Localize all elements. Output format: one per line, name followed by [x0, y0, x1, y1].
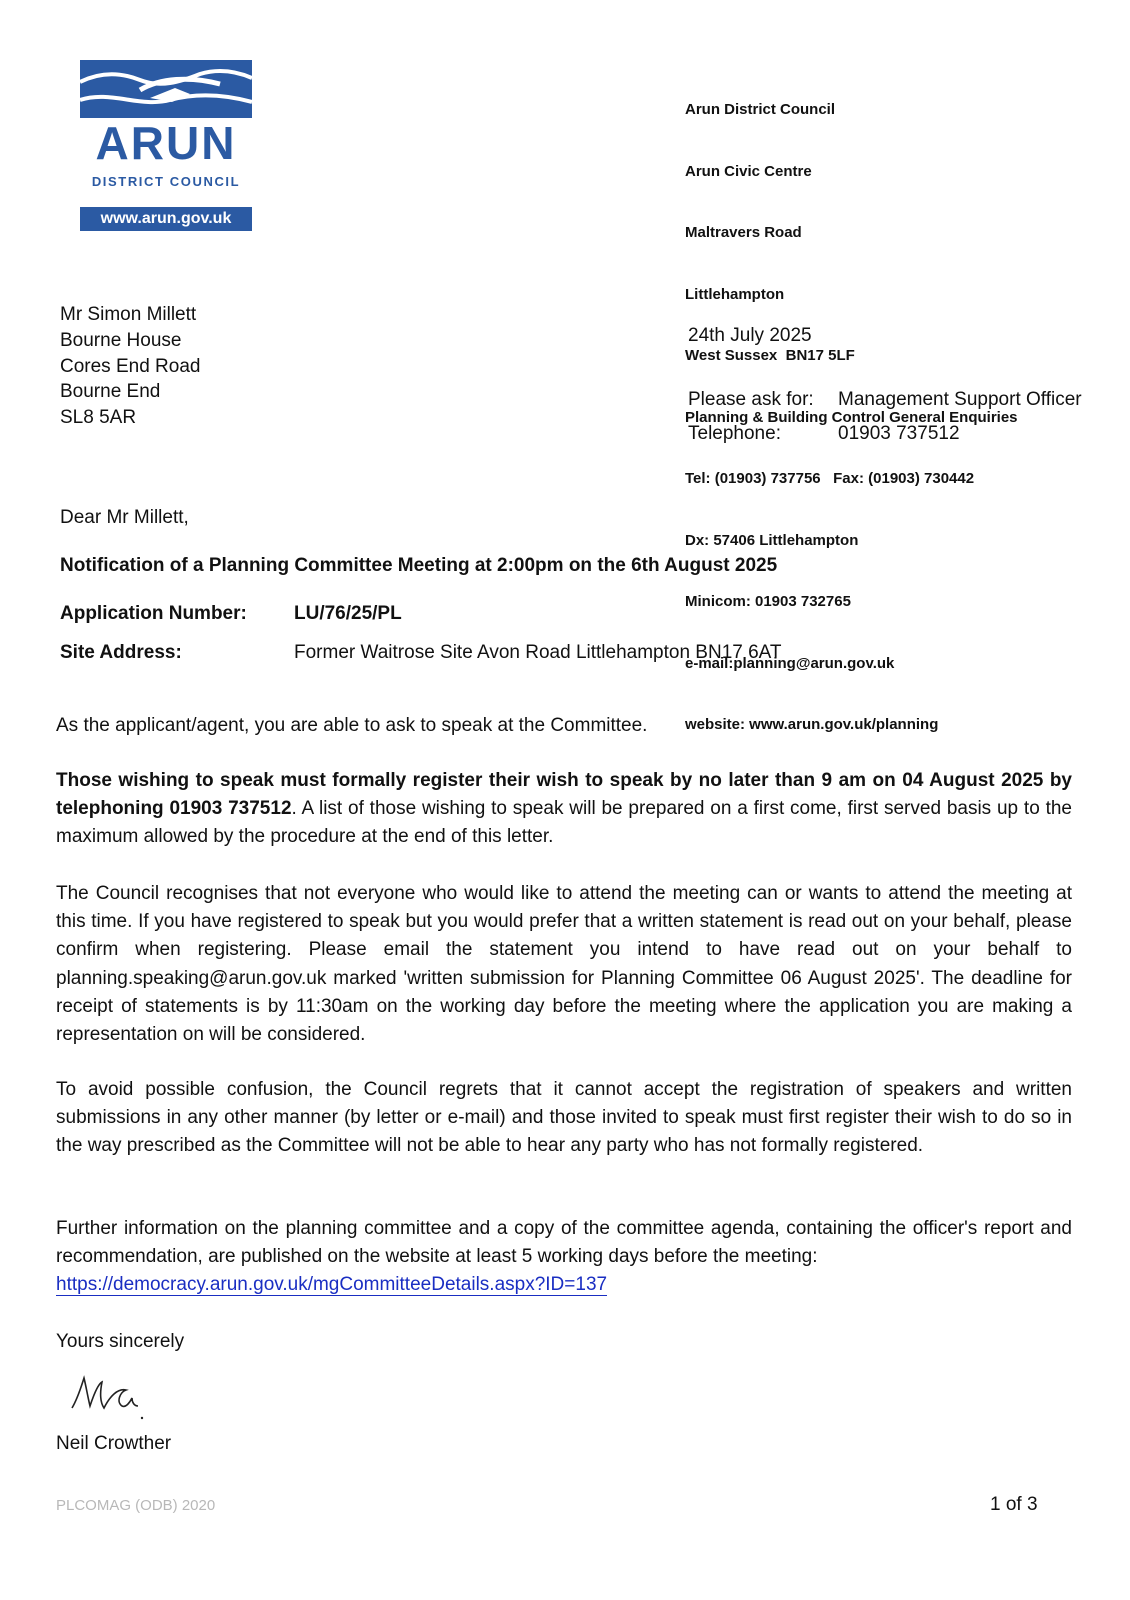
paragraph-speak-at-committee: As the applicant/agent, you are able to ask to speak at the Committee. [56, 715, 648, 736]
ask-for-label: Please ask for: [688, 389, 814, 410]
logo-wave-graphic [80, 60, 252, 118]
council-line: e-mail:planning@arun.gov.uk [685, 654, 895, 672]
recipient-line: Bourne End [60, 381, 161, 403]
application-number-label: Application Number: [60, 603, 247, 624]
ask-for-value: Management Support Officer [838, 389, 1082, 410]
recipient-line: Cores End Road [60, 355, 201, 377]
council-line: Dx: 57406 Littlehampton [685, 531, 859, 549]
council-line: Littlehampton [685, 285, 785, 303]
council-line: Tel: (01903) 737756 Fax: (01903) 730442 [685, 470, 975, 487]
recipient-address [60, 302, 200, 431]
logo-subtitle: DISTRICT COUNCIL [91, 174, 241, 189]
signature [66, 1368, 152, 1428]
recipient-line: SL8 5AR [60, 407, 137, 429]
council-line: Arun Civic Centre [685, 162, 812, 180]
site-address-label: Site Address: [60, 642, 182, 663]
paragraph-confusion: To avoid possible confusion, the Council regrets that it cannot accept the registration of speakers and written submissions in any other manner (by letter or e-mail) and those invited to speak must first register their wish to do so in the way prescribed as the Committee will not be able to hear any party who has not formally registered. [56, 1079, 1072, 1157]
recipient-line: Mr Simon Millett [60, 304, 197, 325]
registration-bold-text: Those wishing to speak must formally register their wish to speak by no later than 9 am on 04 August 2025 by telephoning 01903 737512 [56, 770, 1072, 820]
footer-reference: PLCOMAG (ODB) 2020 [56, 1497, 216, 1514]
logo-website: www.arun.gov.uk [80, 207, 252, 231]
closing: Yours sincerely [56, 1331, 185, 1352]
salutation: Dear Mr Millett, [60, 507, 189, 528]
application-number-value: LU/76/25/PL [294, 603, 402, 624]
letter-date: 24th July 2025 [688, 325, 812, 346]
recipient-line: Bourne House [60, 329, 182, 351]
page-number: 1 of 3 [990, 1494, 1038, 1515]
council-line: Minicom: 01903 732765 [685, 593, 851, 610]
notice-title: Notification of a Planning Committee Meeting at 2:00pm on the 6th August 2025 [60, 555, 778, 576]
council-line: Planning & Building Control General Enquiries [685, 408, 1018, 426]
logo-wordmark: ARUN [95, 117, 237, 169]
paragraph-further-info [56, 1215, 1072, 1300]
telephone-label: Telephone: [688, 423, 781, 444]
paragraph-written-statement: The Council recognises that not everyone who would like to attend the meeting can or wants to attend the meeting at this time. If you have registered to speak but you would prefer that a written statement is read out on your behalf, please confirm when registering. Please email the statement you intend to have read out on your behalf to planning.speaking@arun.gov.uk marked 'written submission for Planning Committee 06 August 2025'. The deadline for receipt of statements is by 11:30am on the working day before the meeting where the application you are making a representation on will be considered. [56, 883, 1072, 1046]
council-line: West Sussex BN17 5LF [685, 347, 855, 364]
council-line: website: www.arun.gov.uk/planning [685, 716, 939, 733]
council-line: Arun District Council [685, 101, 836, 118]
site-address-value: Former Waitrose Site Avon Road Littlehampton BN17 6AT [294, 642, 782, 663]
registration-rest-text: . A list of those wishing to speak will be prepared on a first come, first served basis up to the maximum allowed by the procedure at the end of this letter. [56, 798, 1073, 848]
further-info-text: Further information on the planning committee and a copy of the committee agenda, containing the officer's report and recommendation, are published on the website at least 5 working days before the meeting: [56, 1218, 1072, 1268]
telephone-value: 01903 737512 [838, 423, 960, 444]
signer-name: Neil Crowther [56, 1433, 172, 1454]
council-logo [80, 60, 252, 232]
paragraph-registration [56, 767, 1072, 852]
council-line: Maltravers Road [685, 224, 802, 241]
committee-details-link[interactable]: https://democracy.arun.gov.uk/mgCommitteeDetails.aspx?ID=137 [56, 1274, 608, 1296]
